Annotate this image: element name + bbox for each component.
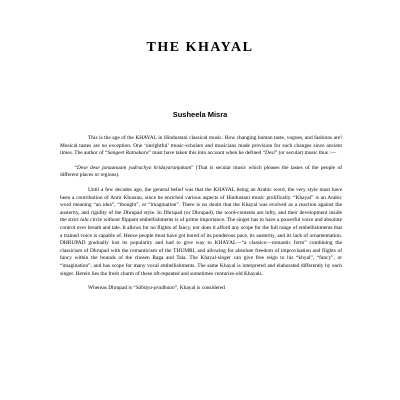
article-body — [60, 135, 342, 300]
document-title: THE KHAYAL — [146, 40, 254, 55]
paragraph-comparison: Whereas Dhrupad is “Sāhitya-pradhaan”, Khayal is considered — [88, 285, 225, 292]
author-name: Susheela Misra — [172, 110, 228, 119]
paragraph-quote: “Dese dese janaanaam yadruchya hridayaranjakam” (That is secular music which pleases the tastes of the people of different places or regions). — [60, 164, 343, 179]
paragraph-history: Until a few decades ago, the general belief was that the KHAYAL being an Arabic word, the very style must have been a contribution of Amir Khusrau, since he enriched various aspects of Hindustani music prolifically. “Khayal” is an Arabic word meaning “an idea”, “thought”, or “imagination”. There is no doubt that the Khayal was evolved as a reaction against the austerity, and rigidity of the Dhrupad style. In Dhrupad (or Dhrupad), the word-contents are lofty, and their development inside the strict tala circle without flippant embellishments is of prime importance. The singer has to have a powerful voice and absolute control over breath and tale. It allows for no flights of fancy, nor does it afford any scope for the full range of embellishments that a trained voice is capable of. Hence people must have got bored of its ponderous pace, its austerity, and its lack of ornamentation. DHRUPAD gradually lost its popularity and had to give way to KHAYAL—“a classico—romantic form” combining the classicism of Dhrupad with the romanticism of the THUMRI, and allowing for absolute freedom of improvisation and flights of fancy within the bounds of the chosen Raga and Tala. The Khayal-singer can give free reign to his “khyal”, “fancy”, or “imagination”, and has scope for many vocal embellishments. The same Khayal is interpreted and elaborated differently by each singer. Herein lies the fresh charm of these oft-repeated and sometimes centuries-old Khayals. — [60, 186, 342, 277]
paragraph-intro: This is the age of the KHAYAL in Hindustani classical music. How changing human taste, vogues, and fashions are! Musical tastes are no exception. One ‘unrightful’ music-scholars and musicians made provision for such changes since ancient times. The author of “Sangeet Ratnakara” must have taken this into account when he defined “Desi” (or secular) music thus :— — [60, 135, 342, 157]
